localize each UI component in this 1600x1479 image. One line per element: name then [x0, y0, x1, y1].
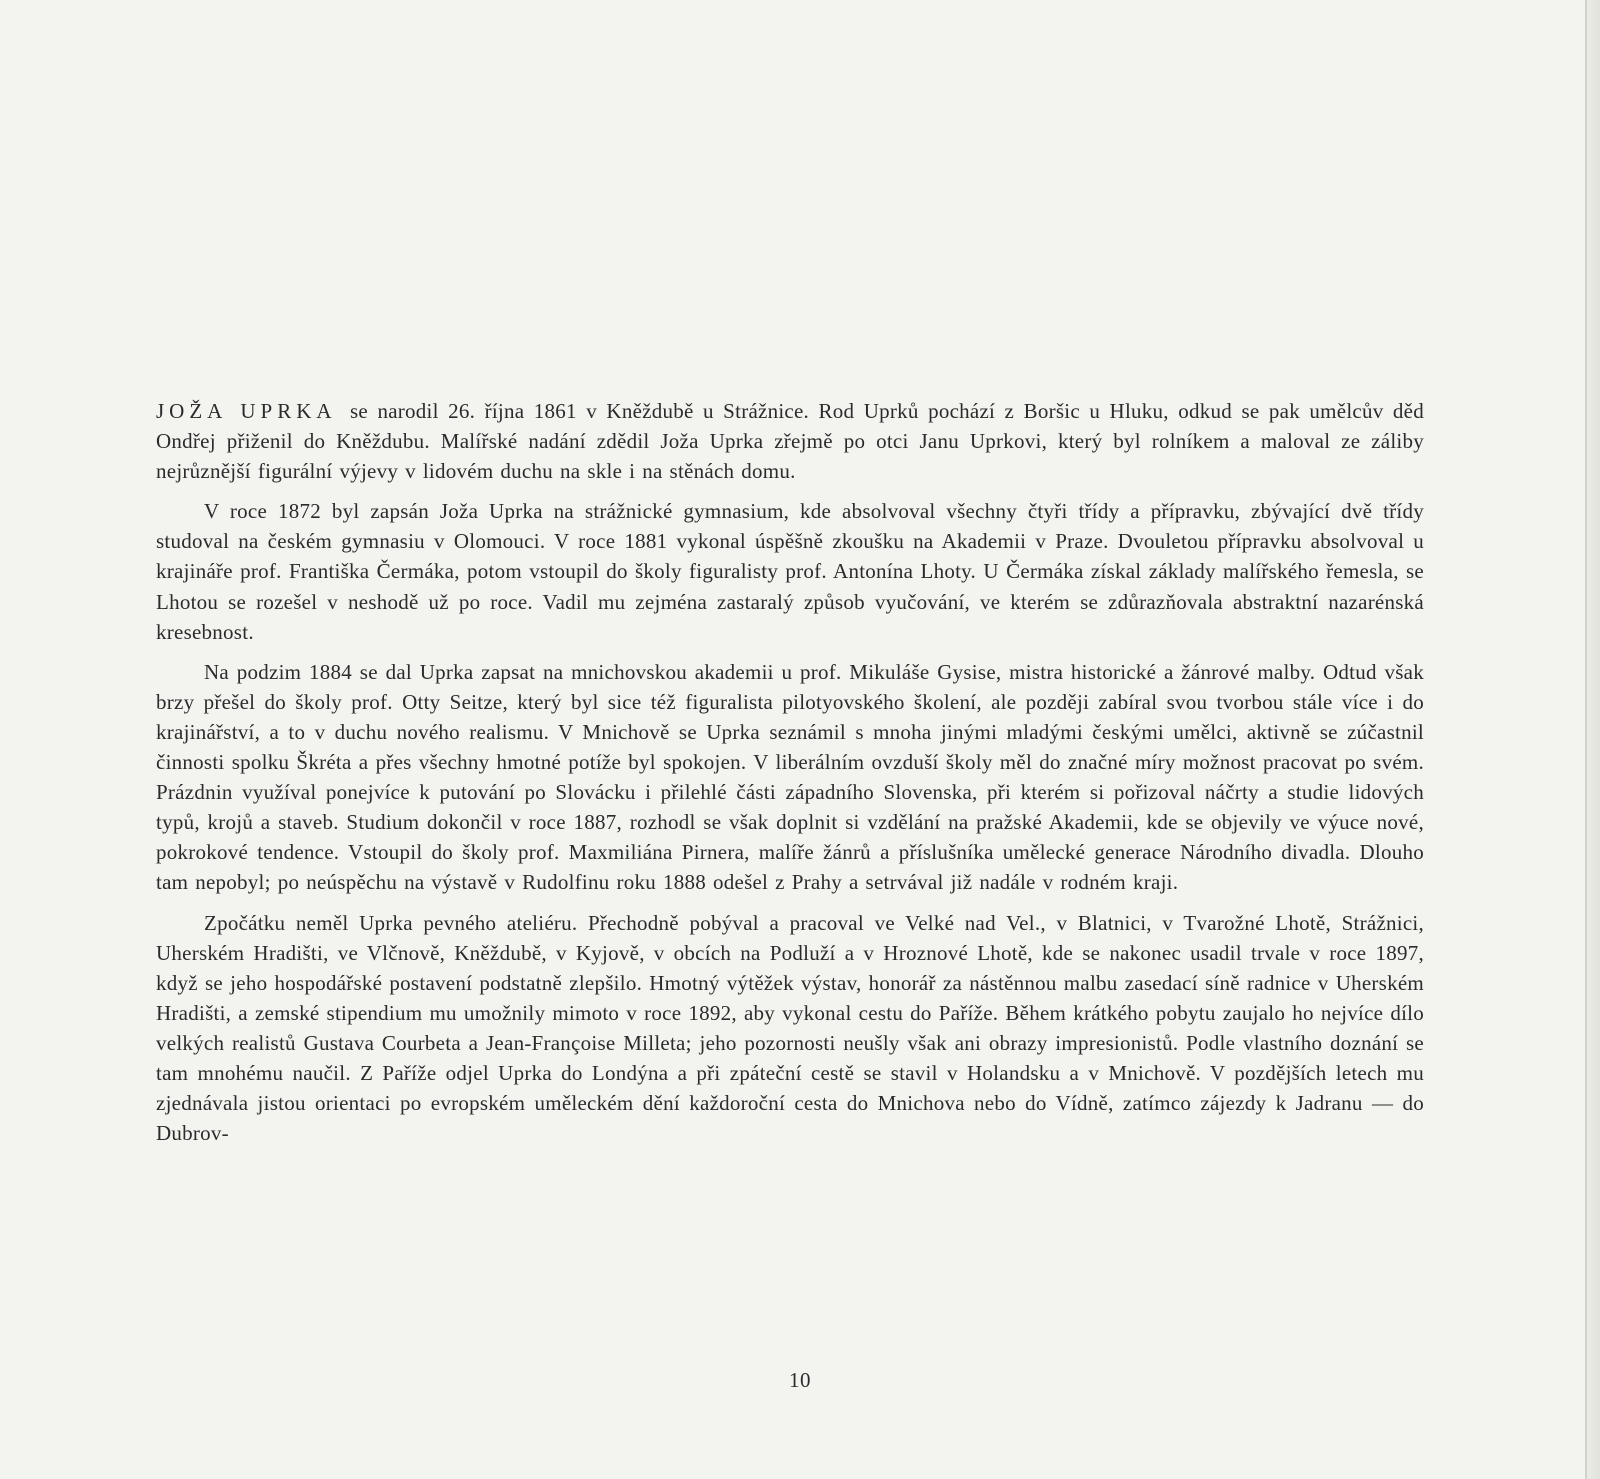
paragraph-2: V roce 1872 byl zapsán Joža Uprka na strážnické gymnasium, kde absolvoval všechny čtyři třídy a přípravku, zbývající dvě třídy studoval na českém gymnasiu v Olomouci. V roce 1881 vykonal úspěšně zkoušku na Akademii v Praze. Dvouletou přípravku absolvoval u krajináře prof. Františka Čermáka, potom vstoupil do školy figuralisty prof. Antonína Lhoty. U Čermáka získal základy malířského řemesla, se Lhotou se rozešel v neshodě už po roce. Vadil mu zejména zastaralý způsob vyučování, ve kterém se zdůrazňovala abstraktní nazarénská kresebnost. [156, 499, 1424, 644]
page-number: 10 [789, 1368, 811, 1392]
lead-name: JOŽA UPRKA [156, 399, 337, 423]
page-edge [1586, 0, 1600, 1479]
paragraph-3: Na podzim 1884 se dal Uprka zapsat na mnichovskou akademii u prof. Mikuláše Gysise, mistra historické a žánrové malby. Odtud však brzy přešel do školy prof. Otty Seitze, který byl sice též figuralista pilotyovského školení, ale později zabíral svou tvorbou stále více i do krajinářství, a to v duchu nového realismu. V Mnichově se Uprka seznámil s mnoha jinými mladými českými umělci, aktivně se zúčastnil činnosti spolku Škréta a přes všechny hmotné potíže byl spokojen. V liberálním ovzduší školy měl do značné míry možnost pracovat po svém. Prázdnin využíval ponejvíce k putování po Slovácku i přilehlé části západního Slovenska, při kterém si pořizoval náčrty a studie lidových typů, krojů a staveb. Studium dokončil v roce 1887, rozhodl se však doplnit si vzdělání na pražské Akademii, kde se objevily ve výuce nové, pokrokové tendence. Vstoupil do školy prof. Maxmiliána Pirnera, malíře žánrů a příslušníka umělecké generace Národního divadla. Dlouho tam nepobyl; po neúspěchu na výstavě v Rudolfinu roku 1888 odešel z Prahy a setrvával již nadále v rodném kraji. [156, 659, 1424, 895]
paragraph-4: Zpočátku neměl Uprka pevného ateliéru. Přechodně pobýval a pracoval ve Velké nad Vel., v Blatnici, v Tvarožné Lhotě, Strážnici, Uherském Hradišti, ve Vlčnově, Kněždubě, v Kyjově, v obcích na Podluží a v Hroznové Lhotě, kde se nakonec usadil trvale v roce 1897, když se jeho hospodářské postavení podstatně zlepšilo. Hmotný výtěžek výstav, honorář za nástěnnou malbu zasedací síně radnice v Uherském Hradišti, a zemské stipendium mu umožnily mimoto v roce 1892, aby vykonal cestu do Paříže. Během krátkého pobytu zaujalo ho nejvíce dílo velkých realistů Gustava Courbeta a Jean-Françoise Milleta; jeho pozornosti neušly však ani obrazy impresionistů. Podle vlastního doznání se tam mnohému naučil. Z Paříže odjel Uprka do Londýna a při zpáteční cestě se stavil v Holandsku a v Mnichově. V pozdějších letech mu zjednávala jistou orientaci po evropském uměleckém dění každoroční cesta do Mnichova nebo do Vídně, zatímco zájezdy k Jadranu — do Dubrov- [156, 910, 1424, 1146]
paragraph-1 [156, 396, 1424, 486]
paragraph-1-text: se narodil 26. října 1861 v Kněždubě u Strážnice. Rod Uprků pochází z Boršic u Hluku, odkud se pak umělcův děd Ondřej přiženil do Kněždubu. Malířské nadání zdědil Joža Uprka zřejmě po otci Janu Uprkovi, který byl rolníkem a maloval ze záliby nejrůznější figurální výjevy v lidovém duchu na skle i na stěnách domu. [156, 399, 1424, 484]
body-text [156, 396, 1424, 1158]
page-edge-line [1585, 0, 1587, 1479]
